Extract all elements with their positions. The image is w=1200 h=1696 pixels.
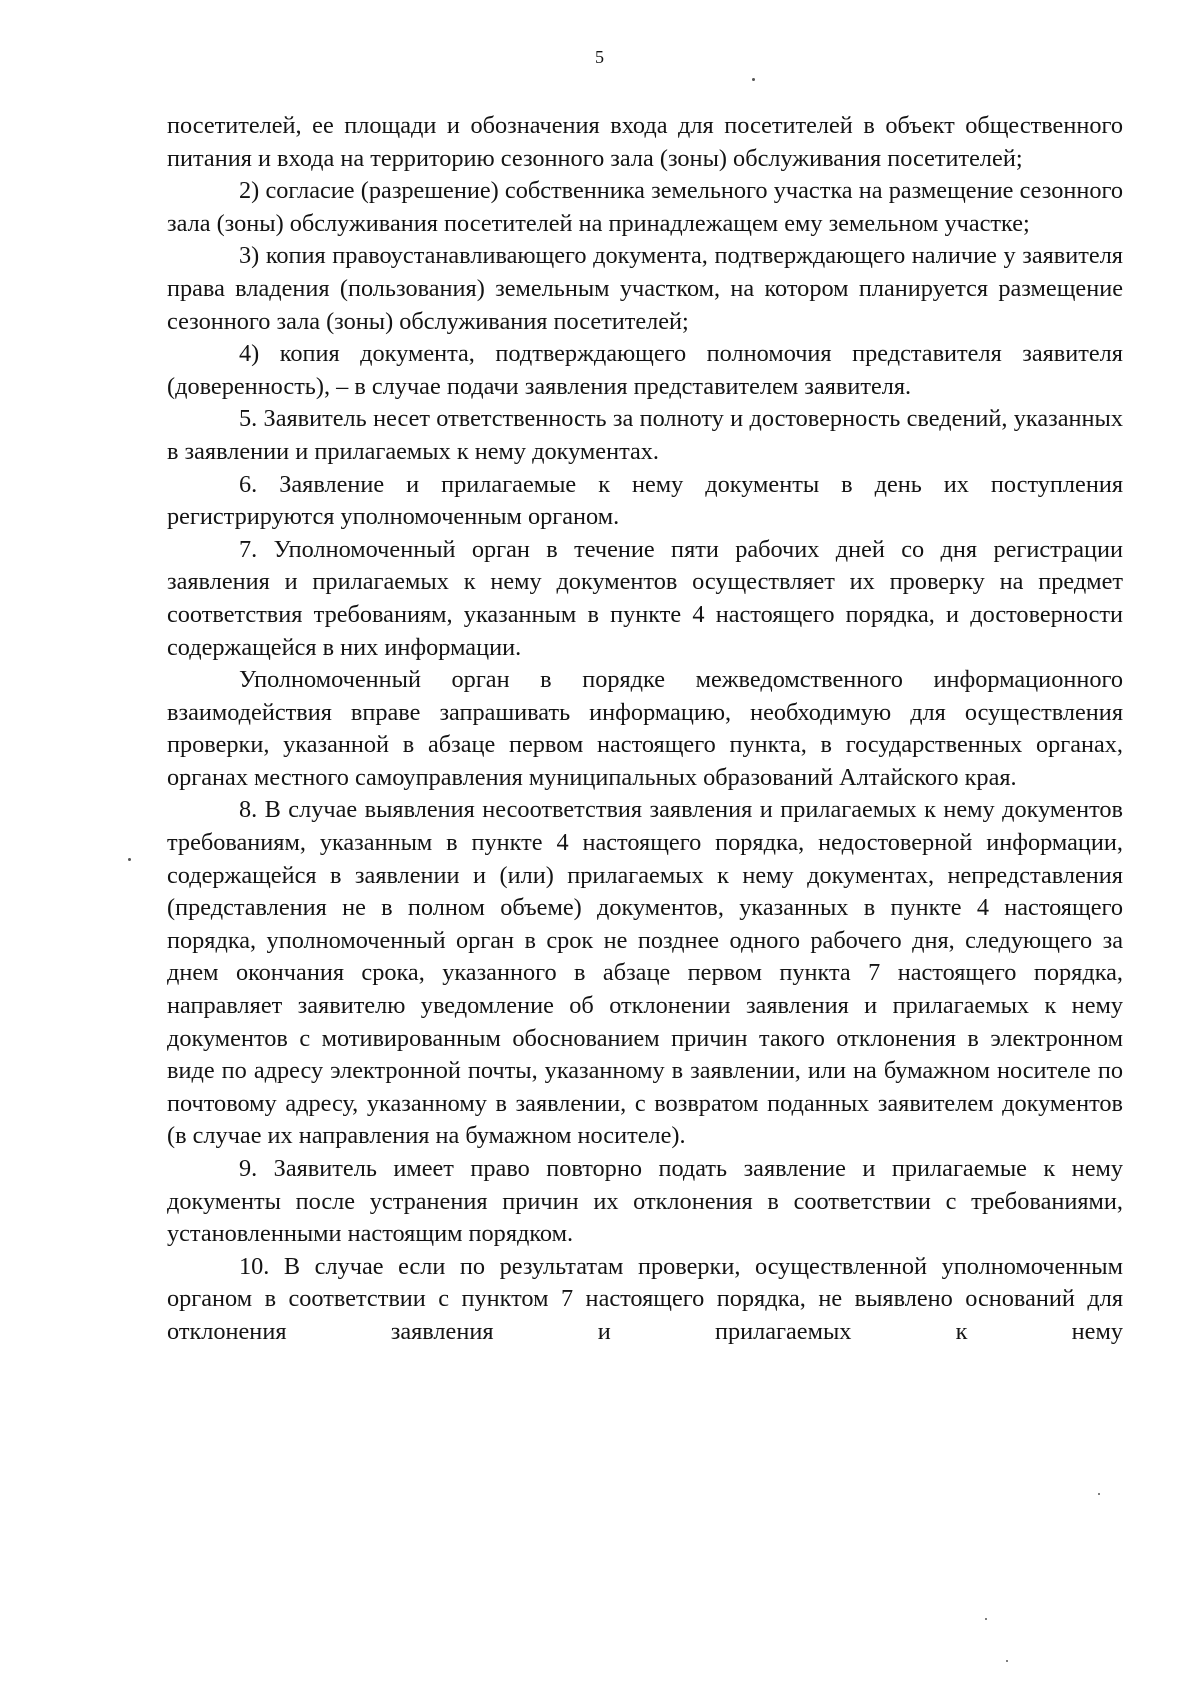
- scan-speck: [128, 858, 131, 861]
- scan-speck: [1098, 1493, 1100, 1495]
- scan-speck: [985, 1618, 987, 1620]
- clause-6: 6. Заявление и прилагаемые к нему документы в день их поступления регистрируются уполномоченным органом.: [167, 470, 1123, 531]
- list-item-4: 4) копия документа, подтверждающего полномочия представителя заявителя (доверенность), – в случае подачи заявления представителем заявителя.: [167, 340, 1123, 400]
- list-item-2: 2) согласие (разрешение) собственника земельного участка на размещение сезонного зала (зоны) обслуживания посетителей на принадлежащем ему земельном участке;: [167, 177, 1123, 237]
- clause-7: 7. Уполномоченный орган в течение пяти рабочих дней со дня регистрации заявления и прилагаемых к нему документов осуществляет их проверку на предмет соответствия требованиям, указанным в пункте 4 настоящего порядка, и достоверности содержащейся в них информации.: [167, 535, 1123, 661]
- scan-speck: [752, 78, 755, 81]
- list-item-3: 3) копия правоустанавливающего документа, подтверждающего наличие у заявителя права владения (пользования) земельным участком, на котором планируется размещение сезонного зала (зоны) обслуживания посетителей;: [167, 242, 1123, 335]
- clause-10: 10. В случае если по результатам проверки, осуществленной уполномоченным органом в соответствии с пунктом 7 настоящего порядка, не выявлено оснований для отклонения заявления и прилагаемых к нему: [167, 1252, 1123, 1345]
- clause-8: 8. В случае выявления несоответствия заявления и прилагаемых к нему документов требованиям, указанным в пункте 4 настоящего порядка, недостоверной информации, содержащейся в заявлении и (или) прилагаемых к нему документах, непредставления (представления не в полном объеме) документов, указанных в пункте 4 настоящего порядка, уполномоченный орган в срок не позднее одного рабочего дня, следующего за днем окончания срока, указанного в абзаце первом пункта 7 настоящего порядка, направляет заявителю уведомление об отклонении заявления и прилагаемых к нему документов с мотивированным обоснованием причин такого отклонения в электронном виде по адресу электронной почты, указанному в заявлении, или на бумажном носителе по почтовому адресу, указанному в заявлении, с возвратом поданных заявителем документов (в случае их направления на бумажном носителе).: [167, 796, 1123, 1150]
- clause-5: 5. Заявитель несет ответственность за полноту и достоверность сведений, указанных в заявлении и прилагаемых к нему документах.: [167, 405, 1123, 465]
- paragraph-continuation: посетителей, ее площади и обозначения входа для посетителей в объект общественного питания и входа на территорию сезонного зала (зоны) обслуживания посетителей;: [167, 112, 1123, 172]
- page-number: 5: [595, 47, 605, 67]
- clause-9: 9. Заявитель имеет право повторно подать заявление и прилагаемые к нему документы после устранения причин их отклонения в соответствии с требованиями, установленными настоящим порядком.: [167, 1155, 1123, 1248]
- document-body: [167, 110, 1123, 1349]
- clause-7-paragraph-2: Уполномоченный орган в порядке межведомственного информационного взаимодействия вправе запрашивать информацию, необходимую для осуществления проверки, указанной в абзаце первом настоящего пункта, в государственных органах, органах местного самоуправления муниципальных образований Алтайского края.: [167, 666, 1123, 791]
- scan-speck: [1006, 1660, 1008, 1662]
